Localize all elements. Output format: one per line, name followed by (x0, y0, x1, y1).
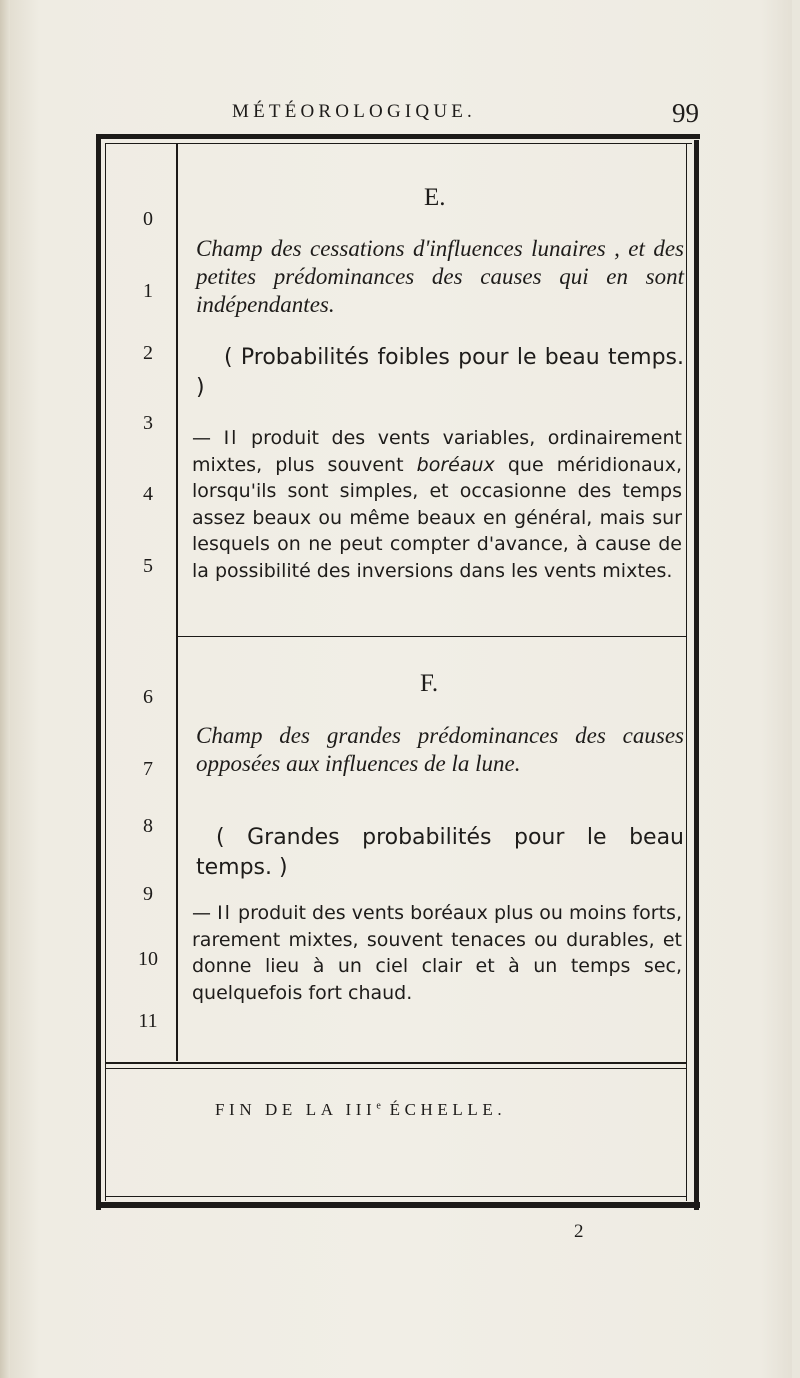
section-e-text-part1: produit des vents variables, ordinairement mixtes, plus souvent (192, 427, 682, 476)
number-column-rule (176, 143, 178, 1061)
fin-text: FIN DE LA III (215, 1100, 377, 1119)
fin-de-echelle (215, 1100, 506, 1120)
section-e-probability: ( Probabilités foibles pour le beau temps. ) (196, 345, 684, 400)
right-outer-rule (694, 140, 699, 1210)
section-f-dash: — (192, 902, 218, 924)
row-number: 9 (143, 883, 153, 905)
page-number: 99 (672, 98, 699, 128)
section-e-heading: Champ des cessations d'influences lunaires , et des petites prédominances des causes qui en sont indépendantes. (196, 236, 684, 317)
left-outer-rule (96, 134, 101, 1210)
row-number: 2 (143, 342, 153, 364)
footer-inner-rule (106, 1068, 686, 1069)
section-f-text-rest: produit des vents boréaux plus ou moins forts, rarement mixtes, souvent tenaces ou durables, et donne lieu à un ciel clair et à un temps sec, quelquefois fort chaud. (192, 902, 682, 1004)
row-number: 0 (143, 208, 153, 230)
section-e-letter: E. (424, 184, 446, 211)
fin-superscript: e (376, 1100, 381, 1112)
bottom-inner-rule (106, 1196, 686, 1197)
fin-end: ÉCHELLE. (380, 1100, 507, 1119)
section-e-dash: — (192, 427, 224, 449)
row-number: 5 (143, 555, 153, 577)
page-edge (0, 0, 10, 1378)
section-f-text (192, 900, 682, 1006)
top-inner-rule (106, 143, 692, 144)
section-f-initial: Il (217, 902, 232, 924)
row-number: 1 (143, 280, 153, 302)
row-number: 11 (138, 1010, 158, 1032)
row-number: 10 (138, 948, 158, 970)
page-paper (8, 0, 792, 1378)
table-bottom-rule (106, 1062, 686, 1064)
signature-mark: 2 (574, 1221, 584, 1242)
section-f-letter: F. (420, 670, 439, 697)
row-number: 6 (143, 686, 153, 708)
section-e-text-italic: boréaux (416, 453, 495, 476)
running-header: MÉTÉOROLOGIQUE. (232, 101, 477, 122)
row-number: 4 (143, 483, 153, 505)
left-inner-rule (105, 143, 106, 1201)
row-number: 3 (143, 412, 153, 434)
bottom-rule (96, 1202, 700, 1208)
right-inner-rule (686, 143, 687, 1201)
row-number: 8 (143, 815, 153, 837)
top-rule (96, 134, 700, 139)
section-e-initial: Il (223, 427, 239, 449)
section-f-heading: Champ des grandes prédominances des causes opposées aux influences de la lune. (196, 723, 684, 776)
row-number: 7 (143, 758, 153, 780)
section-e-text (192, 425, 682, 584)
section-divider-rule (178, 636, 686, 637)
section-e-text-part2: que méridionaux, lorsqu'ils sont simples, et occasionne des temps assez beaux ou même beaux en général, mais sur lesquels on ne peut compter d'avance, à cause de la possibilité des inversions dans les vents mixtes. (192, 453, 682, 582)
section-f-probability: ( Grandes probabilités pour le beau temps. ) (196, 825, 684, 880)
